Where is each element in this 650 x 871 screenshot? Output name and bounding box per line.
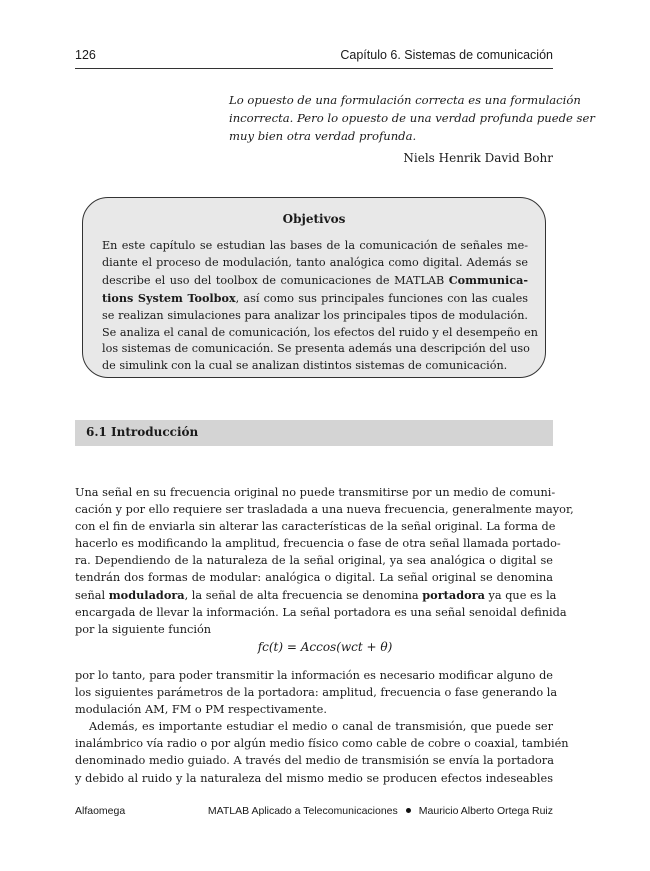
publisher-name: Alfaomega <box>75 805 126 817</box>
carrier-equation: fc(t) = Accos(wct + θ) <box>257 640 393 654</box>
chapter-title: Capítulo 6. Sistemas de comunicación <box>340 48 553 62</box>
body-line: los siguientes parámetros de la portadora: amplitud, frecuencia o fase generando la <box>75 686 558 700</box>
body-line: con el fin de enviarla sin alterar las características de la señal original. La forma de <box>75 520 556 534</box>
body-paragraph-2 <box>75 667 569 787</box>
body-line: y debido al ruido y la naturaleza del mismo medio se producen efectos indeseables <box>75 771 553 785</box>
book-info <box>208 805 553 817</box>
objectives-line: los sistemas de comunicación. Se presenta además una descripción del uso <box>102 342 530 356</box>
body-line: hacerlo es modificando la amplitud, frecuencia o fase de otra señal llamada portado- <box>75 537 561 551</box>
objectives-line: describe el uso del toolbox de comunicaciones de MATLAB Communica- <box>102 272 528 287</box>
section-heading-bar <box>75 420 553 446</box>
objectives-line: En este capítulo se estudian las bases de la comunicación de señales me- <box>102 239 528 252</box>
objectives-line: diante el proceso de modulación, tanto analógica como digital. Además se <box>102 255 528 269</box>
objectives-line: de simulink con la cual se analizan distintos sistemas de comunicación. <box>102 359 508 373</box>
book-title: MATLAB Aplicado a Telecomunicaciones <box>207 805 398 817</box>
page-footer <box>75 805 553 821</box>
body-line: señal moduladora, la señal de alta frecuencia se denomina portadora ya que es la <box>75 587 557 602</box>
objectives-line: se realizan simulaciones para analizar los principales tipos de modulación. <box>102 308 528 322</box>
objectives-line: tions System Toolbox, así como sus principales funciones con las cuales <box>102 290 528 305</box>
objectives-box <box>82 197 546 378</box>
section-heading: 6.1 Introducción <box>86 425 199 439</box>
bold-term: Communica- <box>448 272 528 287</box>
body-line: modulación AM, FM o PM respectivamente. <box>75 703 327 717</box>
epigraph-line: muy bien otra verdad profunda. <box>229 129 417 143</box>
objectives-title: Objetivos <box>282 212 346 226</box>
body-line: denominado medio guiado. A través del medio de transmisión se envía la portadora <box>75 754 554 768</box>
objectives-text <box>102 238 538 375</box>
bold-term: portadora <box>422 587 485 602</box>
body-line: Una señal en su frecuencia original no puede transmitirse por un medio de comuni- <box>75 486 556 499</box>
body-line: por lo tanto, para poder transmitir la información es necesario modificar alguno de <box>75 669 553 682</box>
body-paragraph-1 <box>75 484 574 638</box>
body-line: tendrán dos formas de modular: analógica o digital. La señal original se denomina <box>75 571 553 585</box>
bold-term: tions System Toolbox <box>102 290 236 305</box>
epigraph-line: Lo opuesto de una formulación correcta es una formulación <box>229 93 581 107</box>
body-line: encargada de llevar la información. La señal portadora es una señal senoidal definida <box>75 605 567 619</box>
body-line: cación y por ello requiere ser trasladada a una nueva frecuencia, generalmente mayor, <box>75 503 574 517</box>
page-number: 126 <box>75 48 96 62</box>
body-line: ra. Dependiendo de la naturaleza de la señal original, ya sea analógica o digital se <box>75 554 553 568</box>
bold-term: moduladora <box>108 587 185 602</box>
book-author: Mauricio Alberto Ortega Ruiz <box>418 805 553 817</box>
epigraph-line: incorrecta. Pero lo opuesto de una verdad profunda puede ser <box>229 111 595 125</box>
body-line: Además, es importante estudiar el medio o canal de transmisión, que puede ser <box>89 720 553 734</box>
objectives-line: Se analiza el canal de comunicación, los efectos del ruido y el desempeño en <box>102 325 538 339</box>
running-header <box>75 48 553 69</box>
epigraph-quote <box>229 91 595 145</box>
bullet-icon <box>406 808 411 813</box>
epigraph-author: Niels Henrik David Bohr <box>403 151 553 165</box>
body-line: por la siguiente función <box>75 622 212 636</box>
body-line: inalámbrico vía radio o por algún medio físico como cable de cobre o coaxial, también <box>75 737 569 751</box>
